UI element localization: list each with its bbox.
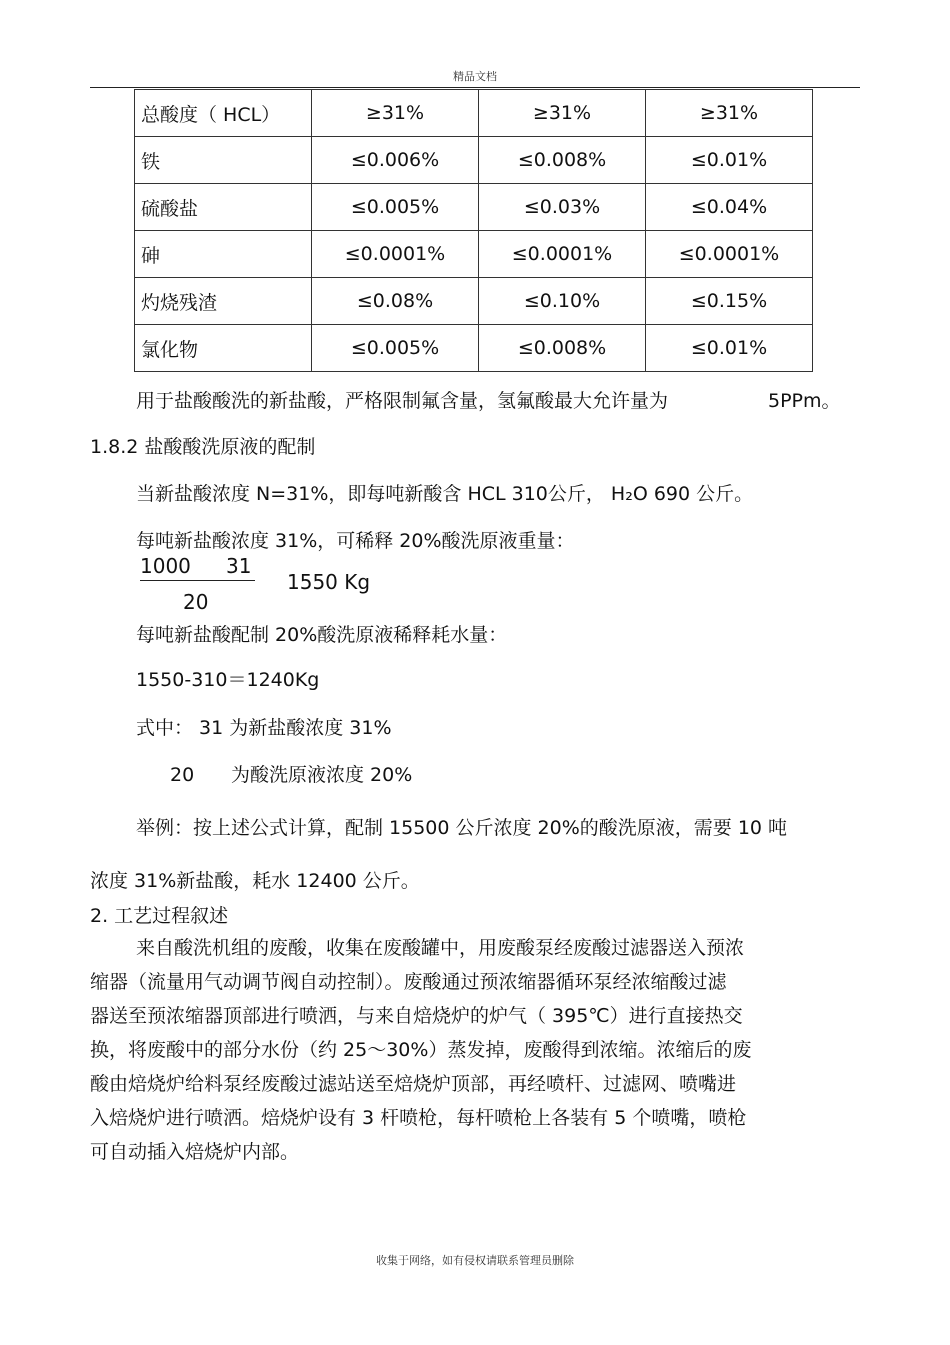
- formula-numerator-b: 31: [226, 554, 252, 578]
- process-line: 缩器（流量用气动调节阀自动控制）。废酸通过预浓缩器循环泵经浓缩酸过滤: [90, 971, 727, 993]
- row-name: 氯化物: [135, 325, 312, 372]
- process-line: 器送至预浓缩器顶部进行喷洒，与来自焙烧炉的炉气（ 395℃）进行直接热交: [90, 1005, 743, 1027]
- row-name: 砷: [135, 231, 312, 278]
- fluoride-limit: 5PPm。: [768, 390, 841, 412]
- section-heading-2: 2. 工艺过程叙述: [90, 905, 229, 927]
- process-line: 换，将废酸中的部分水份（约 25～30%）蒸发掉，废酸得到浓缩。浓缩后的废: [90, 1039, 752, 1061]
- row-name: 总酸度（ HCL）: [135, 90, 312, 137]
- row-name: 铁: [135, 137, 312, 184]
- formula-water: 1550-310＝1240Kg: [136, 669, 320, 691]
- row-value: ≤0.008%: [479, 137, 646, 184]
- page-header: 精品文档: [453, 70, 497, 83]
- paragraph-fluoride: 用于盐酸酸洗的新盐酸，严格限制氟含量，氢氟酸最大允许量为: [136, 390, 669, 412]
- paragraph-water: 每吨新盐酸配制 20%酸洗原液稀释耗水量：: [136, 624, 508, 646]
- row-value: ≤0.005%: [312, 325, 479, 372]
- header-rule: [90, 87, 860, 88]
- fraction-bar: [140, 580, 255, 581]
- spec-table: [134, 89, 813, 372]
- formula-result: 1550 Kg: [287, 570, 371, 594]
- row-value: ≤0.01%: [646, 325, 813, 372]
- row-value: ≤0.0001%: [479, 231, 646, 278]
- formula-numerator-a: 1000: [140, 554, 191, 578]
- row-value: ≤0.01%: [646, 137, 813, 184]
- row-value: ≥31%: [646, 90, 813, 137]
- row-value: ≤0.04%: [646, 184, 813, 231]
- row-name: 硫酸盐: [135, 184, 312, 231]
- row-value: ≤0.0001%: [312, 231, 479, 278]
- legend-20-text: 为酸洗原液浓度 20%: [231, 764, 413, 786]
- paragraph-example: 举例：按上述公式计算，配制 15500 公斤浓度 20%的酸洗原液，需要 10 吨: [136, 817, 788, 839]
- row-value: ≤0.005%: [312, 184, 479, 231]
- paragraph-example-cont: 浓度 31%新盐酸，耗水 12400 公斤。: [90, 870, 420, 892]
- section-heading-1-8-2: 1.8.2 盐酸酸洗原液的配制: [90, 436, 316, 458]
- paragraph-concentration: 当新盐酸浓度 N=31%，即每吨新酸含 HCL 310公斤， H₂O 690 公斤。: [136, 483, 754, 505]
- row-value: ≤0.15%: [646, 278, 813, 325]
- row-value: ≥31%: [479, 90, 646, 137]
- process-line: 可自动插入焙烧炉内部。: [90, 1141, 300, 1163]
- row-value: ≤0.006%: [312, 137, 479, 184]
- process-line: 来自酸洗机组的废酸，收集在废酸罐中，用废酸泵经废酸过滤器送入预浓: [136, 937, 745, 959]
- table-row: [135, 90, 813, 137]
- row-value: ≤0.008%: [479, 325, 646, 372]
- legend-20-number: 20: [170, 764, 195, 786]
- table-row: [135, 137, 813, 184]
- table-row: [135, 231, 813, 278]
- legend-31: 式中： 31 为新盐酸浓度 31%: [136, 717, 392, 739]
- row-name: 灼烧残渣: [135, 278, 312, 325]
- formula-denominator: 20: [183, 590, 209, 614]
- process-line: 入焙烧炉进行喷洒。焙烧炉设有 3 杆喷枪，每杆喷枪上各装有 5 个喷嘴，喷枪: [90, 1107, 747, 1129]
- row-value: ≤0.10%: [479, 278, 646, 325]
- row-value: ≤0.0001%: [646, 231, 813, 278]
- table-row: [135, 184, 813, 231]
- process-line: 酸由焙烧炉给料泵经废酸过滤站送至焙烧炉顶部，再经喷杆、过滤网、喷嘴进: [90, 1073, 737, 1095]
- paragraph-dilution: 每吨新盐酸浓度 31%，可稀释 20%酸洗原液重量：: [136, 530, 575, 552]
- row-value: ≤0.03%: [479, 184, 646, 231]
- page-footer: 收集于网络，如有侵权请联系管理员删除: [376, 1254, 574, 1267]
- row-value: ≤0.08%: [312, 278, 479, 325]
- table-row: [135, 325, 813, 372]
- table-row: [135, 278, 813, 325]
- row-value: ≥31%: [312, 90, 479, 137]
